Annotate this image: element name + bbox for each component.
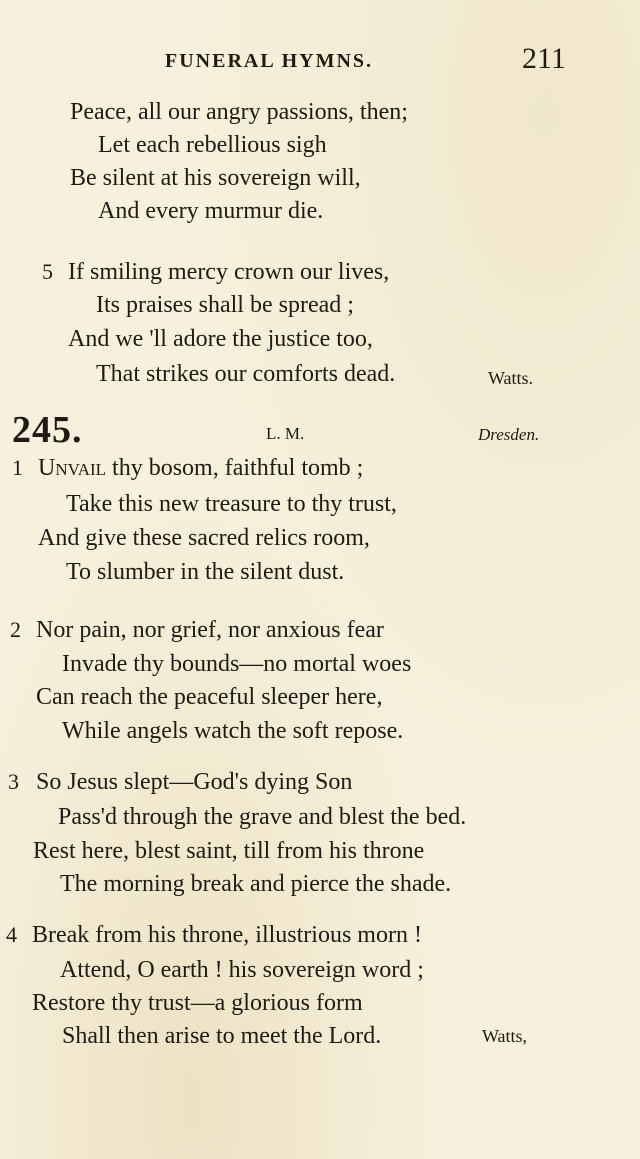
verse-line: Its praises shall be spread ; bbox=[96, 292, 354, 318]
verse-line bbox=[38, 453, 363, 483]
verse-line: Pass'd through the grave and blest the bed. bbox=[58, 804, 467, 830]
hymn-tune: Dresden. bbox=[478, 425, 540, 444]
running-title: FUNERAL HYMNS. bbox=[165, 50, 374, 72]
stanza-number: 4 bbox=[6, 922, 17, 947]
verse-line: Restore thy trust—a glorious form bbox=[32, 990, 363, 1016]
verse-line: To slumber in the silent dust. bbox=[66, 559, 345, 585]
author-attribution: Watts, bbox=[482, 1026, 528, 1046]
verse-line: Break from his throne, illustrious morn ! bbox=[32, 922, 422, 948]
author-attribution: Watts. bbox=[488, 368, 534, 388]
verse-line: So Jesus slept—God's dying Son bbox=[36, 769, 353, 795]
page-number: 211 bbox=[522, 42, 566, 75]
stanza-number: 5 bbox=[42, 259, 53, 284]
page-header bbox=[0, 42, 640, 82]
verse-line: Shall then arise to meet the Lord. bbox=[62, 1023, 382, 1049]
verse-line: While angels watch the soft repose. bbox=[62, 718, 404, 744]
verse-line: And we 'll adore the justice too, bbox=[68, 326, 373, 352]
first-word: Unvail bbox=[38, 455, 107, 481]
verse-line: And give these sacred relics room, bbox=[38, 525, 370, 551]
verse-line: Invade thy bounds—no mortal woes bbox=[62, 651, 412, 677]
hymn-meter: L. M. bbox=[266, 424, 305, 443]
verse-line: The morning break and pierce the shade. bbox=[60, 871, 452, 897]
stanza-number: 3 bbox=[8, 769, 19, 794]
verse-line: And every murmur die. bbox=[98, 198, 324, 224]
verse-line: If smiling mercy crown our lives, bbox=[68, 259, 390, 285]
verse-line: Attend, O earth ! his sovereign word ; bbox=[60, 957, 424, 983]
stanza-number: 1 bbox=[12, 455, 23, 480]
verse-line: Can reach the peaceful sleeper here, bbox=[36, 684, 383, 710]
verse-line: Nor pain, nor grief, nor anxious fear bbox=[36, 617, 384, 643]
verse-line: Take this new treasure to thy trust, bbox=[66, 491, 397, 517]
hymn-number: 245. bbox=[12, 409, 83, 451]
first-line-rest: thy bosom, faithful tomb ; bbox=[106, 455, 364, 481]
verse-line: Peace, all our angry passions, then; bbox=[70, 99, 408, 125]
stanza-number: 2 bbox=[10, 617, 21, 642]
verse-line: Let each rebellious sigh bbox=[98, 132, 327, 158]
verse-line: Be silent at his sovereign will, bbox=[70, 165, 361, 191]
verse-line: That strikes our comforts dead. bbox=[96, 361, 396, 387]
verse-line: Rest here, blest saint, till from his throne bbox=[33, 838, 425, 864]
